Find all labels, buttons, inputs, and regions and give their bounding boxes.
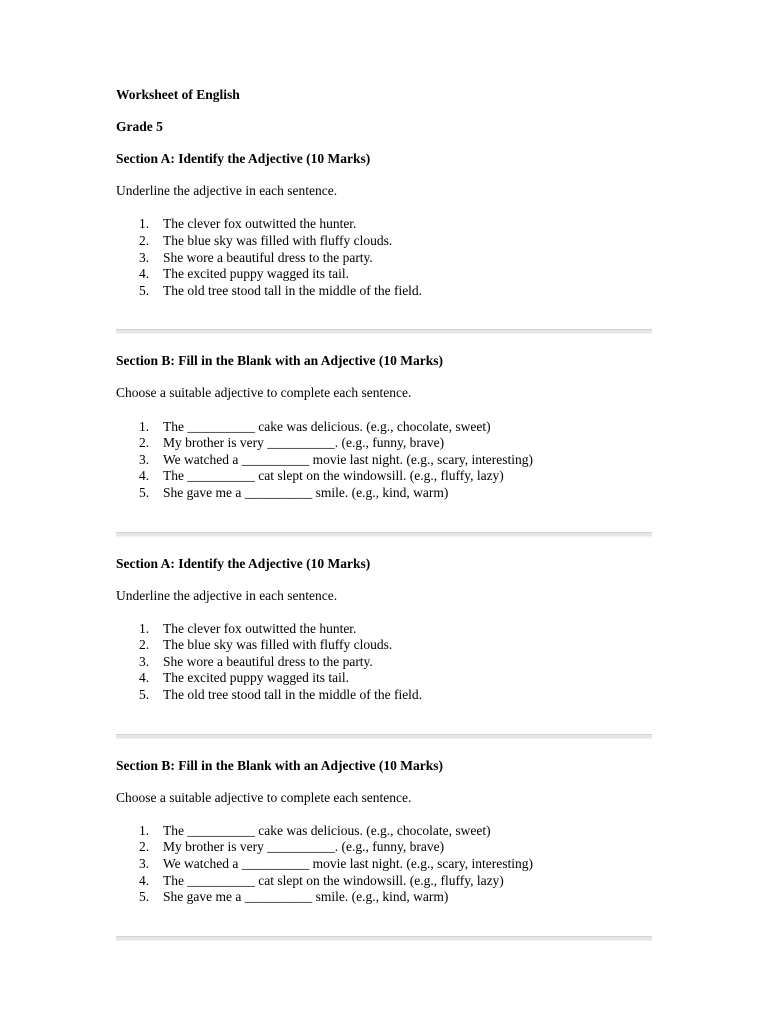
section-divider bbox=[116, 734, 652, 739]
list-item bbox=[116, 637, 652, 654]
item-text: The excited puppy wagged its tail. bbox=[163, 670, 349, 686]
list-item bbox=[116, 823, 652, 840]
list-item bbox=[116, 621, 652, 638]
item-number: 5. bbox=[139, 282, 150, 298]
list-item bbox=[116, 839, 652, 856]
item-text: The __________ cake was delicious. (e.g., chocolate, sweet) bbox=[163, 822, 491, 838]
list-item bbox=[116, 856, 652, 873]
question-list bbox=[116, 419, 652, 502]
item-number: 3. bbox=[139, 249, 150, 265]
item-text: She gave me a __________ smile. (e.g., kind, warm) bbox=[163, 889, 449, 905]
list-item bbox=[116, 468, 652, 485]
item-text: The __________ cat slept on the windowsill. (e.g., fluffy, lazy) bbox=[163, 468, 504, 484]
item-text: The old tree stood tall in the middle of the field. bbox=[163, 687, 423, 703]
item-number: 2. bbox=[139, 637, 150, 653]
section-divider bbox=[116, 329, 652, 334]
item-number: 3. bbox=[139, 451, 150, 467]
item-number: 2. bbox=[139, 435, 150, 451]
item-number: 3. bbox=[139, 856, 150, 872]
document-title: Worksheet of English bbox=[116, 87, 240, 102]
list-item bbox=[116, 435, 652, 452]
item-number: 1. bbox=[139, 418, 150, 434]
list-item bbox=[116, 889, 652, 906]
list-item bbox=[116, 266, 652, 283]
item-number: 1. bbox=[139, 822, 150, 838]
item-text: She gave me a __________ smile. (e.g., kind, warm) bbox=[163, 484, 449, 500]
item-text: The __________ cat slept on the windowsill. (e.g., fluffy, lazy) bbox=[163, 872, 504, 888]
section-divider bbox=[116, 936, 652, 941]
list-item bbox=[116, 250, 652, 267]
item-number: 1. bbox=[139, 216, 150, 232]
list-item bbox=[116, 654, 652, 671]
item-text: The clever fox outwitted the hunter. bbox=[163, 216, 357, 232]
list-item bbox=[116, 485, 652, 502]
list-item bbox=[116, 216, 652, 233]
item-number: 2. bbox=[139, 232, 150, 248]
item-text: She wore a beautiful dress to the party. bbox=[163, 653, 373, 669]
item-text: We watched a __________ movie last night. (e.g., scary, interesting) bbox=[163, 856, 533, 872]
item-text: She wore a beautiful dress to the party. bbox=[163, 249, 373, 265]
question-list bbox=[116, 621, 652, 704]
item-text: The blue sky was filled with fluffy clouds. bbox=[163, 637, 393, 653]
item-text: The clever fox outwitted the hunter. bbox=[163, 620, 357, 636]
worksheet-content bbox=[116, 87, 652, 941]
item-number: 3. bbox=[139, 653, 150, 669]
section-heading: Section A: Identify the Adjective (10 Marks) bbox=[116, 555, 371, 571]
section-instruction: Choose a suitable adjective to complete each sentence. bbox=[116, 789, 412, 805]
item-text: The excited puppy wagged its tail. bbox=[163, 266, 349, 282]
item-text: My brother is very __________. (e.g., funny, brave) bbox=[163, 839, 445, 855]
item-text: The __________ cake was delicious. (e.g., chocolate, sweet) bbox=[163, 418, 491, 434]
list-item bbox=[116, 419, 652, 436]
section-instruction: Underline the adjective in each sentence. bbox=[116, 183, 338, 199]
section-b-fill-blank-repeat bbox=[116, 758, 652, 906]
item-text: The blue sky was filled with fluffy clouds. bbox=[163, 232, 393, 248]
item-number: 5. bbox=[139, 687, 150, 703]
section-divider bbox=[116, 532, 652, 537]
list-item bbox=[116, 873, 652, 890]
item-number: 4. bbox=[139, 872, 150, 888]
section-a-identify-adjective bbox=[116, 151, 652, 299]
item-number: 1. bbox=[139, 620, 150, 636]
item-number: 4. bbox=[139, 670, 150, 686]
item-text: My brother is very __________. (e.g., funny, brave) bbox=[163, 435, 445, 451]
list-item bbox=[116, 283, 652, 300]
list-item bbox=[116, 687, 652, 704]
list-item bbox=[116, 452, 652, 469]
list-item bbox=[116, 233, 652, 250]
section-instruction: Choose a suitable adjective to complete each sentence. bbox=[116, 385, 412, 401]
question-list bbox=[116, 216, 652, 299]
item-text: The old tree stood tall in the middle of the field. bbox=[163, 282, 423, 298]
section-instruction: Underline the adjective in each sentence. bbox=[116, 587, 338, 603]
section-b-fill-blank bbox=[116, 353, 652, 501]
section-a-identify-adjective-repeat bbox=[116, 556, 652, 704]
item-number: 4. bbox=[139, 266, 150, 282]
section-heading: Section A: Identify the Adjective (10 Marks) bbox=[116, 151, 371, 167]
section-heading: Section B: Fill in the Blank with an Adjective (10 Marks) bbox=[116, 353, 443, 369]
item-number: 4. bbox=[139, 468, 150, 484]
item-number: 5. bbox=[139, 889, 150, 905]
item-number: 2. bbox=[139, 839, 150, 855]
section-heading: Section B: Fill in the Blank with an Adjective (10 Marks) bbox=[116, 757, 443, 773]
question-list bbox=[116, 823, 652, 906]
list-item bbox=[116, 670, 652, 687]
item-number: 5. bbox=[139, 484, 150, 500]
grade-label: Grade 5 bbox=[116, 119, 163, 135]
item-text: We watched a __________ movie last night. (e.g., scary, interesting) bbox=[163, 451, 533, 467]
